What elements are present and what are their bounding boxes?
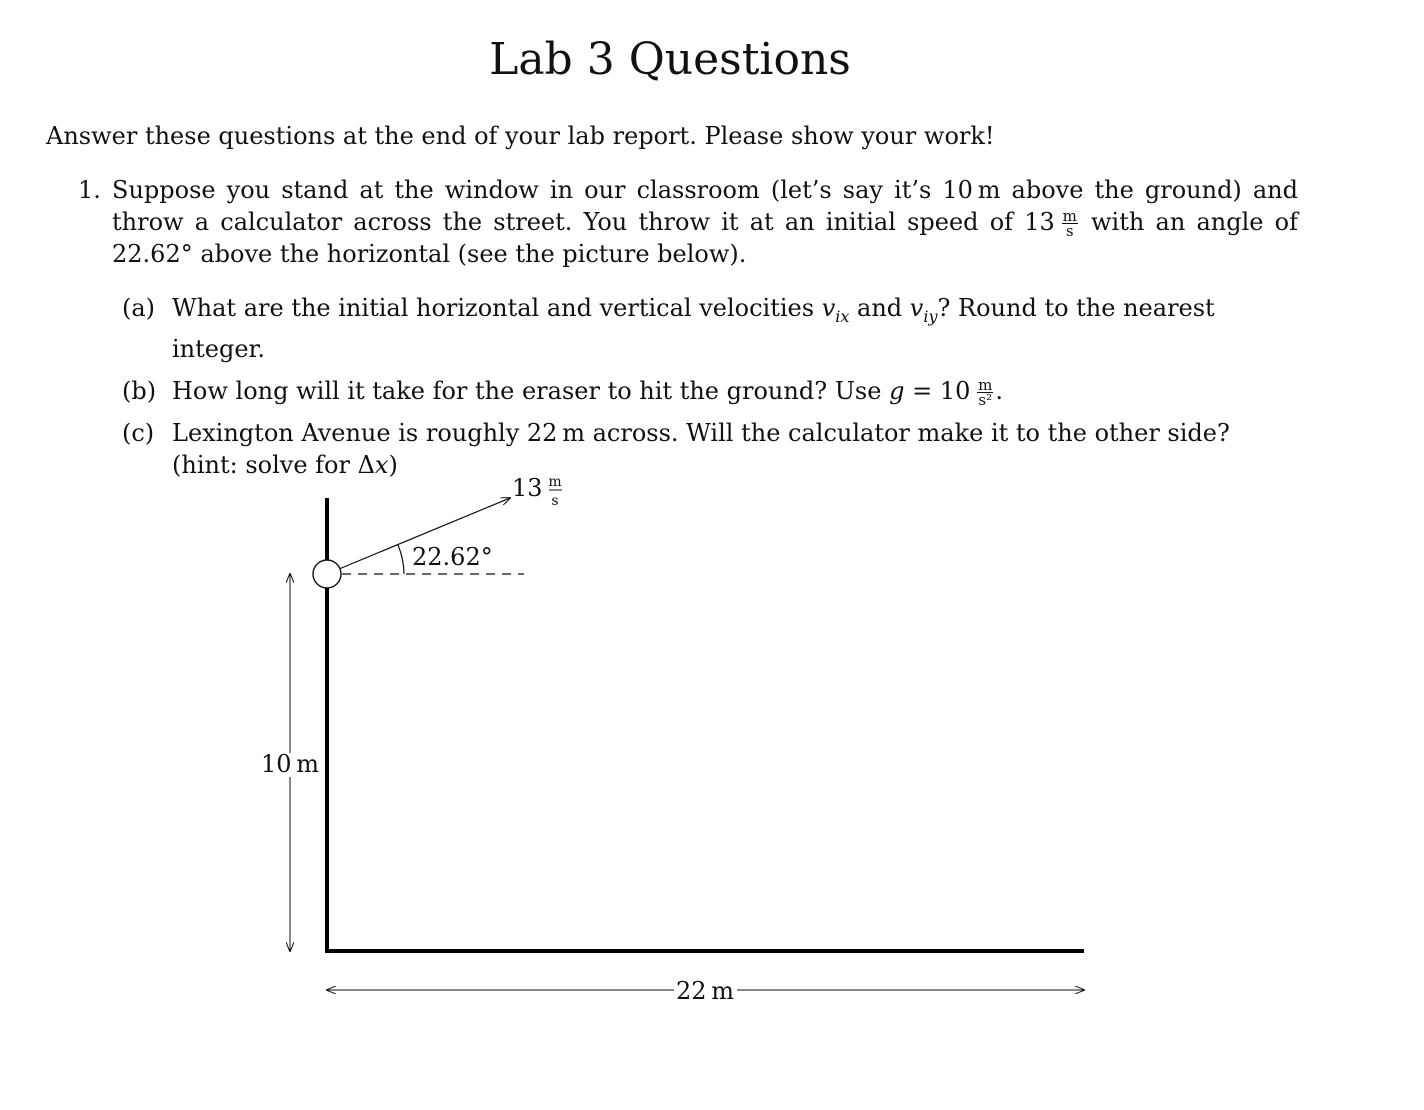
speed-unit-numerator: m (1062, 207, 1077, 225)
accel-unit-denominator: s² (978, 390, 993, 409)
intro-text: Answer these questions at the end of your lab report. Please show your work! (46, 122, 995, 150)
page-title: Lab 3 Questions (489, 34, 851, 85)
hint-after: ) (388, 450, 398, 479)
speed-value: 13 (512, 474, 543, 502)
subquestion-text-after: . (995, 376, 1004, 405)
subquestion-text-mid: and (849, 294, 910, 322)
variable-subscript-ix: ix (835, 306, 850, 326)
width-label: 22 m (675, 977, 735, 1005)
subquestion-label: (a) (122, 294, 156, 322)
subquestion-text-after: ? Round to the nearest integer. (172, 294, 1215, 363)
height-label: 10 m (260, 750, 320, 778)
angle-arc (398, 545, 404, 574)
calculator-circle (313, 560, 341, 588)
variable-x: x (374, 450, 389, 479)
question-number: 1. (78, 176, 101, 204)
subquestion-label: (b) (122, 376, 157, 405)
speed-unit-denominator: s (551, 493, 559, 509)
accel-unit-numerator: m (978, 375, 993, 394)
subquestion-text-before: How long will it take for the eraser to hit the ground? Use (172, 376, 890, 405)
subquestion-text-before: What are the initial horizontal and vertical velocities (172, 294, 822, 322)
subquestion-text-line1: Lexington Avenue is roughly 22 m across. Will the calculator make it to the other side? (172, 418, 1230, 447)
question-text-part2: with an angle of 22.62° above the horizontal (see the picture below). (112, 208, 1298, 268)
subquestion-label: (c) (122, 418, 155, 447)
equation-value: = 10 (904, 376, 976, 405)
angle-label: 22.62° (412, 543, 493, 571)
speed-unit-denominator: s (1065, 222, 1074, 240)
question-text-part1: Suppose you stand at the window in our classroom (let’s say it’s 10 m above the ground) and throw a calculator across the street. You throw it at an initial speed of 13 (112, 176, 1298, 236)
speed-unit-numerator: m (548, 474, 562, 490)
variable-subscript-iy: iy (923, 306, 938, 326)
hint-before: (hint: solve for Δ (172, 450, 375, 479)
variable-g: g (889, 376, 905, 405)
variable-v: v (909, 294, 924, 322)
variable-v: v (821, 294, 836, 322)
